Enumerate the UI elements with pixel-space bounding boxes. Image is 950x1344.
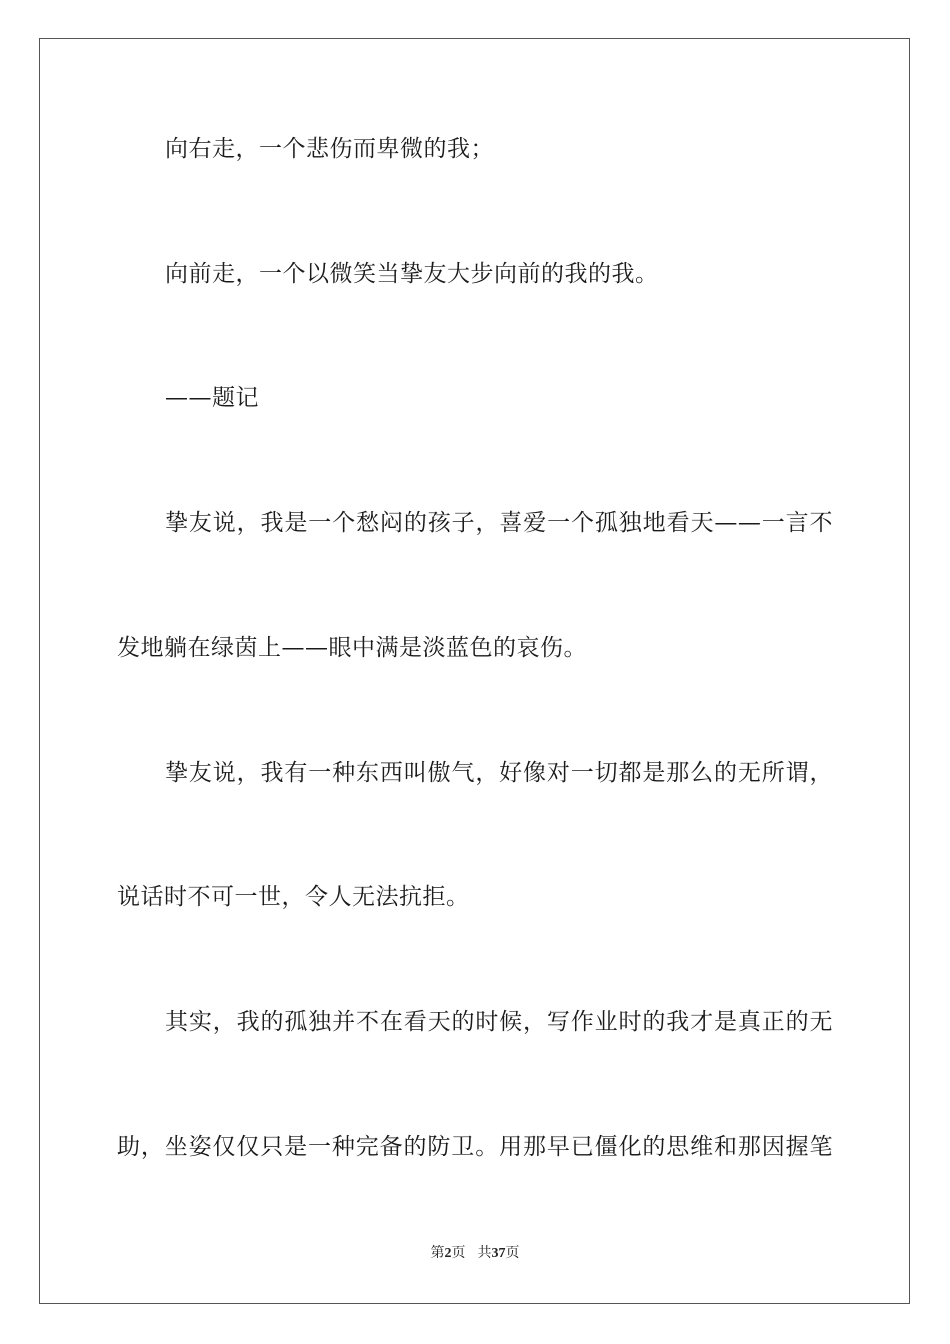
text-line-6: 挚友说，我有一种东西叫傲气，好像对一切都是那么的无所谓，	[165, 760, 833, 786]
page-border	[39, 38, 910, 1304]
text-line-5: 发地躺在绿茵上——眼中满是淡蓝色的哀伤。	[117, 635, 587, 661]
text-line-8: 其实，我的孤独并不在看天的时候，写作业时的我才是真正的无	[165, 1009, 833, 1035]
page-prefix: 第	[430, 1245, 445, 1261]
text-line-7: 说话时不可一世，令人无法抗拒。	[117, 884, 470, 910]
text-line-1: 向右走，一个悲伤而卑微的我；	[165, 136, 494, 162]
page-footer	[0, 1243, 950, 1264]
text-line-9: 助，坐姿仅仅只是一种完备的防卫。用那早已僵化的思维和那因握笔	[117, 1134, 833, 1160]
total-prefix: 共	[477, 1245, 492, 1261]
total-pages: 37	[491, 1246, 506, 1261]
text-line-inscription: ——题记	[165, 385, 259, 411]
text-line-2: 向前走，一个以微笑当挚友大步向前的我的我。	[165, 261, 659, 287]
text-line-4: 挚友说，我是一个愁闷的孩子，喜爱一个孤独地看天——一言不	[165, 510, 833, 536]
total-suffix: 页	[505, 1245, 520, 1261]
page-suffix: 页	[451, 1245, 466, 1261]
page-number: 2	[444, 1246, 452, 1261]
